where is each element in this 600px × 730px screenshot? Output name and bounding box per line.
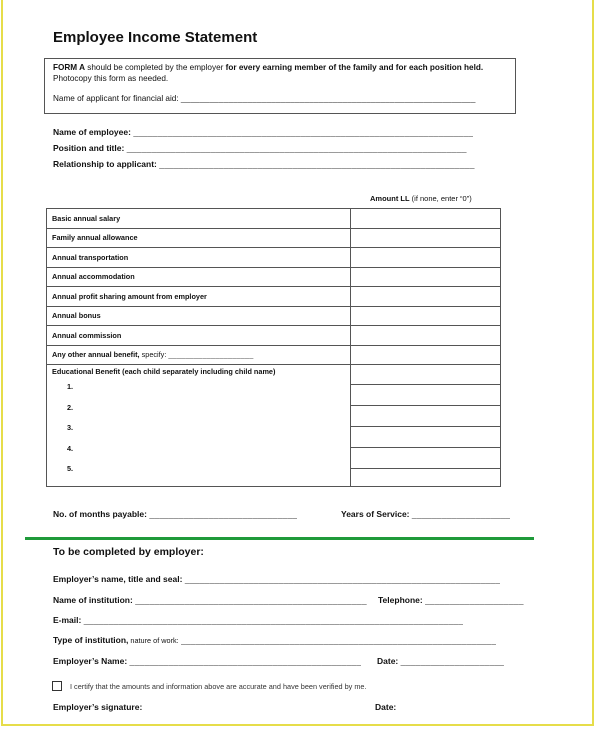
table-row (47, 306, 501, 326)
education-item-1[interactable]: 1. (67, 382, 74, 391)
employee-name-field[interactable] (53, 127, 473, 137)
institution-field[interactable] (53, 595, 367, 605)
employee-name-label: Name of employee: (53, 127, 131, 137)
years-service-field[interactable] (341, 509, 510, 519)
amount-label: Amount LL (370, 194, 410, 203)
table-row (47, 287, 501, 307)
institution-blank[interactable]: _______________________________________________ (135, 595, 367, 605)
position-title-label: Position and title: (53, 143, 125, 153)
years-service-blank[interactable]: ____________________ (411, 509, 511, 519)
amount-cell-education[interactable] (351, 365, 501, 487)
institution-type-field[interactable] (53, 635, 496, 645)
employer-name-field[interactable] (53, 656, 361, 666)
table-row-education (47, 365, 501, 487)
form-label: FORM A (53, 63, 85, 72)
signature-field[interactable] (53, 702, 142, 712)
employer-date-blank[interactable]: _____________________ (400, 656, 505, 666)
amount-cell-family-allowance[interactable] (351, 228, 501, 248)
position-title-field[interactable] (53, 143, 467, 153)
institution-label: Name of institution: (53, 595, 133, 605)
amount-cell-other-benefit[interactable] (351, 345, 501, 365)
income-table (46, 208, 501, 487)
education-item-4[interactable]: 4. (67, 443, 74, 453)
certify-checkbox[interactable] (52, 681, 62, 691)
signature-date-field[interactable] (375, 702, 396, 712)
table-row (47, 345, 501, 365)
employer-name-title-seal-field[interactable] (53, 574, 500, 584)
page-title: Employee Income Statement (53, 29, 258, 46)
education-cell (47, 365, 351, 487)
education-item-2[interactable]: 2. (67, 402, 74, 412)
telephone-label: Telephone: (378, 595, 423, 605)
email-field[interactable] (53, 615, 463, 625)
other-benefit-note: specify: (141, 350, 169, 360)
telephone-blank[interactable]: ____________________ (425, 595, 524, 605)
employer-name-title-seal-blank[interactable]: ________________________________________________________________ (184, 574, 501, 584)
applicant-field[interactable] (53, 94, 508, 103)
position-title-blank[interactable]: _____________________________________________________________________ (126, 143, 467, 153)
years-service-label: Years of Service: (341, 509, 410, 519)
intro-box (44, 58, 516, 114)
months-payable-field[interactable] (53, 509, 297, 519)
education-item-5[interactable]: 5. (67, 464, 74, 473)
amount-cell-bonus[interactable] (351, 306, 501, 326)
intro-text-1: should be completed by the employer (85, 63, 226, 72)
intro-text-bold: for every earning member of the family and for each position held. (225, 63, 484, 72)
row-label-family-allowance: Family annual allowance (47, 228, 351, 248)
employee-name-blank[interactable]: _____________________________________________________________________ (133, 127, 474, 137)
employer-date-field[interactable] (377, 656, 504, 666)
signature-label: Employer’s signature: (53, 702, 143, 712)
education-list (52, 377, 345, 480)
other-benefit-blank[interactable]: ____________________ (168, 350, 254, 360)
institution-type-blank[interactable]: ________________________________________________________________ (181, 635, 497, 645)
table-row (47, 326, 501, 346)
amount-note: (if none, enter “0”) (409, 194, 472, 203)
email-blank[interactable]: _____________________________________________________________________________ (83, 615, 464, 625)
intro-text (53, 62, 513, 84)
row-label-bonus: Annual bonus (47, 306, 351, 326)
table-row (47, 248, 501, 268)
intro-text-2: Photocopy this form as needed. (53, 74, 169, 83)
amount-cell-transportation[interactable] (351, 248, 501, 268)
relationship-field[interactable] (53, 159, 475, 169)
certify-statement: I certify that the amounts and information above are accurate and have been verified by me. (70, 682, 367, 691)
relationship-blank[interactable]: ________________________________________________________________ (159, 159, 475, 169)
row-label-other-benefit (47, 345, 351, 365)
amount-cell-accommodation[interactable] (351, 267, 501, 287)
email-label: E-mail: (53, 615, 82, 625)
months-payable-label: No. of months payable: (53, 509, 147, 519)
signature-date-label: Date: (375, 702, 397, 712)
employer-name-blank[interactable]: _______________________________________________ (129, 656, 362, 666)
months-payable-blank[interactable]: ______________________________ (149, 509, 298, 519)
amount-cell-basic-salary[interactable] (351, 209, 501, 229)
employer-name-label: Employer’s Name: (53, 656, 128, 666)
employer-section-title: To be completed by employer: (53, 546, 204, 558)
applicant-blank[interactable]: ______________________________________________________________ (180, 94, 476, 103)
table-row (47, 209, 501, 229)
institution-type-note: nature of work: (128, 636, 179, 645)
education-label: Educational Benefit (each child separately including child name) (52, 367, 276, 376)
applicant-label: Name of applicant for financial aid: (53, 94, 179, 103)
section-divider (25, 537, 534, 540)
employer-name-title-seal-label: Employer’s name, title and seal: (53, 574, 183, 584)
row-label-commission: Annual commission (47, 326, 351, 346)
row-label-basic-salary: Basic annual salary (47, 209, 351, 229)
amount-header (370, 194, 472, 203)
table-row (47, 228, 501, 248)
amount-cell-commission[interactable] (351, 326, 501, 346)
table-row (47, 267, 501, 287)
education-item-3[interactable]: 3. (67, 423, 74, 432)
amount-cell-profit-sharing[interactable] (351, 287, 501, 307)
telephone-field[interactable] (378, 595, 524, 605)
row-label-accommodation: Annual accommodation (47, 267, 351, 287)
row-label-transportation: Annual transportation (47, 248, 351, 268)
employer-date-label: Date: (377, 656, 399, 666)
row-label-profit-sharing: Annual profit sharing amount from employer (47, 287, 351, 307)
other-benefit-label: Any other annual benefit, (52, 350, 142, 360)
institution-type-label: Type of institution, (53, 635, 129, 645)
relationship-label: Relationship to applicant: (53, 159, 157, 169)
